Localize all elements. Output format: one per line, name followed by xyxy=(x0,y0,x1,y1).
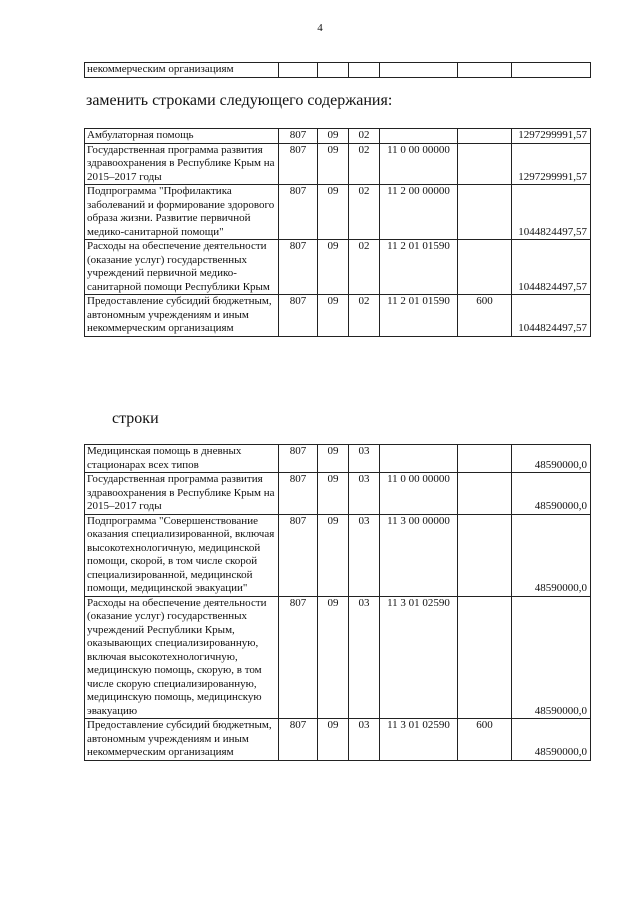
table-row xyxy=(85,719,591,761)
expense-type-code xyxy=(458,596,512,719)
table-row xyxy=(85,473,591,515)
row-name: Государственная программа развития здравоохранения в Республике Крым на 2015–2017 годы xyxy=(85,473,279,515)
row-name: Государственная программа развития здравоохранения в Республике Крым на 2015–2017 годы xyxy=(85,143,279,185)
expense-type-code xyxy=(458,445,512,473)
subsection-code: 02 xyxy=(349,240,380,295)
row-name: Подпрограмма "Профилактика заболеваний и формирование здорового образа жизни. Развитие первичной медико-санитарной помощи" xyxy=(85,185,279,240)
expense-type-code xyxy=(458,473,512,515)
subsection-code: 03 xyxy=(349,473,380,515)
table-row xyxy=(85,596,591,719)
section-code: 09 xyxy=(318,129,349,144)
budget-table-original xyxy=(84,444,591,761)
ved-code: 807 xyxy=(279,514,318,596)
row-name: Предоставление субсидий бюджетным, автономным учреждениям и иным некоммерческим организациям xyxy=(85,295,279,337)
table-row xyxy=(85,514,591,596)
ved-code: 807 xyxy=(279,596,318,719)
table-row xyxy=(85,129,591,144)
target-article-code: 11 3 01 02590 xyxy=(380,596,458,719)
ved-code: 807 xyxy=(279,240,318,295)
section-code: 09 xyxy=(318,473,349,515)
amount: 1044824497,57 xyxy=(512,295,591,337)
target-article-code: 11 3 01 02590 xyxy=(380,719,458,761)
expense-type-code xyxy=(458,143,512,185)
ved-code: 807 xyxy=(279,445,318,473)
subsection-code: 02 xyxy=(349,143,380,185)
expense-type-code xyxy=(458,185,512,240)
subsection-code: 02 xyxy=(349,185,380,240)
amount: 48590000,0 xyxy=(512,596,591,719)
ved-code: 807 xyxy=(279,719,318,761)
section-code: 09 xyxy=(318,719,349,761)
subsection-code: 03 xyxy=(349,514,380,596)
section-code: 09 xyxy=(318,185,349,240)
budget-table-replacement xyxy=(84,128,591,337)
section-code: 09 xyxy=(318,514,349,596)
amount: 48590000,0 xyxy=(512,719,591,761)
amount: 1297299991,57 xyxy=(512,143,591,185)
ved-code: 807 xyxy=(279,129,318,144)
target-article-code xyxy=(380,445,458,473)
amount: 48590000,0 xyxy=(512,445,591,473)
amount: 1297299991,57 xyxy=(512,129,591,144)
amount: 1044824497,57 xyxy=(512,240,591,295)
table-row xyxy=(85,185,591,240)
expense-type-code: 600 xyxy=(458,719,512,761)
subsection-code: 02 xyxy=(349,129,380,144)
replace-heading: заменить строками следующего содержания: xyxy=(86,92,393,109)
row-name: Расходы на обеспечение деятельности (оказание услуг) государственных учреждений первичной медико-санитарной помощи Республики Крым xyxy=(85,240,279,295)
amount: 48590000,0 xyxy=(512,473,591,515)
ved-code: 807 xyxy=(279,295,318,337)
subsection-code: 03 xyxy=(349,596,380,719)
amount: 48590000,0 xyxy=(512,514,591,596)
ved-code: 807 xyxy=(279,473,318,515)
table-row xyxy=(85,240,591,295)
row-name: Подпрограмма "Совершенствование оказания специализированной, включая высокотехнологичную, медицинской помощи, скорой, в том числе скорой специализированной, медицинской помощи, медицинской эвакуации" xyxy=(85,514,279,596)
row-name: Амбулаторная помощь xyxy=(85,129,279,144)
target-article-code: 11 3 00 00000 xyxy=(380,514,458,596)
subsection-code: 03 xyxy=(349,719,380,761)
section-code: 09 xyxy=(318,240,349,295)
target-article-code: 11 2 01 01590 xyxy=(380,240,458,295)
table-row xyxy=(85,295,591,337)
table-row xyxy=(85,445,591,473)
target-article-code: 11 0 00 00000 xyxy=(380,473,458,515)
target-article-code: 11 2 01 01590 xyxy=(380,295,458,337)
section-code: 09 xyxy=(318,596,349,719)
section-code: 09 xyxy=(318,445,349,473)
target-article-code: 11 2 00 00000 xyxy=(380,185,458,240)
subsection-code: 03 xyxy=(349,445,380,473)
section-code: 09 xyxy=(318,295,349,337)
section-code: 09 xyxy=(318,143,349,185)
ved-code: 807 xyxy=(279,143,318,185)
row-name: Расходы на обеспечение деятельности (оказание услуг) государственных учреждений Республики Крым, оказывающих специализированную, включая высокотехнологичную, медицинскую помощь, скорую, в том числе скорую специализированную, медицинскую помощь, медицинскую эвакуацию xyxy=(85,596,279,719)
row-name: Медицинская помощь в дневных стационарах всех типов xyxy=(85,445,279,473)
target-article-code: 11 0 00 00000 xyxy=(380,143,458,185)
target-article-code xyxy=(380,129,458,144)
expense-type-code xyxy=(458,514,512,596)
page-number: 4 xyxy=(317,22,323,34)
expense-type-code: 600 xyxy=(458,295,512,337)
table-row xyxy=(85,63,591,78)
expense-type-code xyxy=(458,129,512,144)
expense-type-code xyxy=(458,240,512,295)
top-table xyxy=(84,62,591,78)
row-name: некоммерческим организациям xyxy=(85,63,279,78)
rows-heading: строки xyxy=(112,410,159,427)
amount: 1044824497,57 xyxy=(512,185,591,240)
row-name: Предоставление субсидий бюджетным, автономным учреждениям и иным некоммерческим организациям xyxy=(85,719,279,761)
table-row xyxy=(85,143,591,185)
subsection-code: 02 xyxy=(349,295,380,337)
ved-code: 807 xyxy=(279,185,318,240)
